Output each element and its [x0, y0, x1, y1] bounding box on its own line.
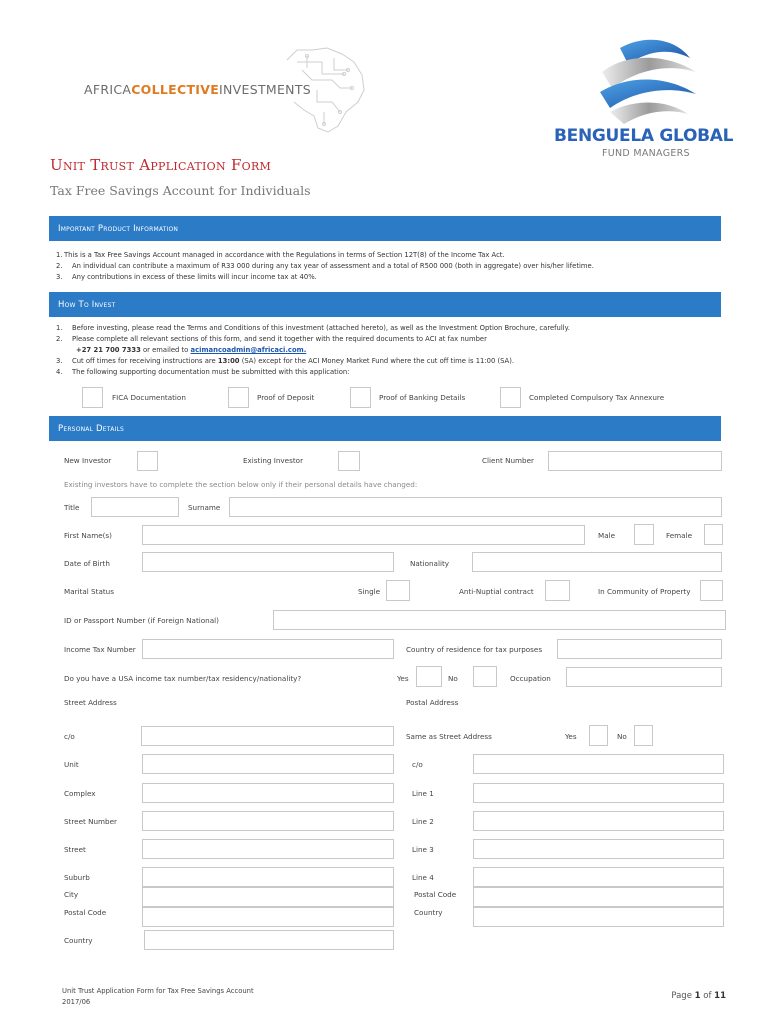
- page-subtitle: Tax Free Savings Account for Individuals: [50, 183, 311, 198]
- country-residence-field[interactable]: [557, 639, 722, 659]
- existing-investor-label: Existing Investor: [243, 456, 304, 465]
- same-as-street-label: Same as Street Address: [406, 732, 492, 741]
- aci-logo: [82, 40, 382, 140]
- id-passport-label: ID or Passport Number (if Foreign National): [64, 616, 219, 625]
- nationality-field[interactable]: [472, 552, 722, 572]
- client-number-label: Client Number: [482, 456, 534, 465]
- income-tax-field[interactable]: [142, 639, 394, 659]
- title-label: Title: [64, 503, 80, 512]
- postal-co-field[interactable]: [473, 754, 724, 774]
- client-number-field[interactable]: [548, 451, 722, 471]
- street-number-label: Street Number: [64, 817, 117, 826]
- usa-yes-checkbox[interactable]: [416, 666, 442, 687]
- postal-line2-label: Line 2: [412, 817, 434, 826]
- street-country-label: Country: [64, 936, 93, 945]
- nationality-label: Nationality: [410, 559, 450, 568]
- dob-label: Date of Birth: [64, 559, 110, 568]
- anti-nuptial-checkbox[interactable]: [545, 580, 570, 601]
- email-link[interactable]: acimancoadmin@africaci.com.: [190, 346, 307, 354]
- benguela-sphere-icon: [550, 30, 725, 130]
- invest-list: [56, 323, 716, 378]
- street-co-field[interactable]: [141, 726, 394, 746]
- postal-address-heading: Postal Address: [406, 698, 459, 707]
- page-title: Unit Trust Application Form: [50, 156, 272, 174]
- male-checkbox[interactable]: [634, 524, 654, 545]
- list-item: 4. The following supporting documentation must be submitted with this application:: [56, 368, 350, 376]
- occupation-field[interactable]: [566, 667, 722, 687]
- surname-field[interactable]: [229, 497, 722, 517]
- street-co-label: c/o: [64, 732, 75, 741]
- aci-logo-text: AFRICACOLLECTIVEINVESTMENTS: [84, 82, 312, 97]
- female-checkbox[interactable]: [704, 524, 723, 545]
- postal-line3-label: Line 3: [412, 845, 434, 854]
- benguela-logo: [550, 30, 734, 165]
- dob-field[interactable]: [142, 552, 394, 572]
- occupation-label: Occupation: [510, 674, 551, 683]
- list-item: 3. Cut off times for receiving instructions are 13:00 (SA) except for the ACI Money Market Fund where the cut off time is 11:00 (SA).: [56, 357, 515, 365]
- proof-banking-checkbox[interactable]: [350, 387, 371, 408]
- anti-nuptial-label: Anti-Nuptial contract: [459, 587, 534, 596]
- postal-co-label: c/o: [412, 760, 423, 769]
- proof-deposit-label: Proof of Deposit: [257, 393, 315, 402]
- street-country-field[interactable]: [144, 930, 394, 950]
- section-header-important: Important Product Information: [49, 216, 721, 241]
- title-field[interactable]: [91, 497, 179, 517]
- city-field[interactable]: [142, 887, 394, 907]
- benguela-subtitle: FUND MANAGERS: [602, 148, 690, 159]
- street-postal-code-field[interactable]: [142, 907, 394, 927]
- same-yes-label: Yes: [565, 732, 577, 741]
- suburb-field[interactable]: [142, 867, 394, 887]
- postal-line4-field[interactable]: [473, 867, 724, 887]
- footer-form-name: [62, 986, 254, 1008]
- postal-line1-label: Line 1: [412, 789, 434, 798]
- section-header-personal: Personal Details: [49, 416, 721, 441]
- list-item: 1. Before investing, please read the Terms and Conditions of this investment (attached hereto), as well as the Investment Option Brochure, carefully.: [56, 324, 570, 332]
- postal-line2-field[interactable]: [473, 811, 724, 831]
- complex-field[interactable]: [142, 783, 394, 803]
- country-residence-label: Country of residence for tax purposes: [406, 645, 543, 654]
- fax-number: +27 21 700 7333: [76, 346, 141, 354]
- in-community-checkbox[interactable]: [700, 580, 723, 601]
- same-yes-checkbox[interactable]: [589, 725, 608, 746]
- list-item: 2. An individual can contribute a maximum of R33 000 during any tax year of assessment and a total of R500 000 (both in aggregate) over his/her lifetime.: [56, 262, 594, 270]
- complex-label: Complex: [64, 789, 96, 798]
- important-list: [56, 250, 716, 283]
- footer-form-date: 2017/06: [62, 998, 91, 1006]
- street-address-heading: Street Address: [64, 698, 117, 707]
- marital-status-label: Marital Status: [64, 587, 114, 596]
- benguela-name: BENGUELA GLOBAL: [554, 126, 734, 146]
- city-label: City: [64, 890, 79, 899]
- same-no-checkbox[interactable]: [634, 725, 653, 746]
- male-label: Male: [598, 531, 616, 540]
- page-number: Page 1 of 11: [671, 991, 726, 1001]
- first-names-label: First Name(s): [64, 531, 112, 540]
- street-label: Street: [64, 845, 86, 854]
- postal-postal-code-field[interactable]: [473, 887, 724, 907]
- usa-yes-label: Yes: [397, 674, 409, 683]
- existing-investor-note: Existing investors have to complete the section below only if their personal details have changed:: [64, 480, 418, 489]
- existing-investor-checkbox[interactable]: [338, 451, 360, 471]
- footer-form-title: Unit Trust Application Form for Tax Free Savings Account: [62, 987, 254, 995]
- unit-field[interactable]: [142, 754, 394, 774]
- usa-question-label: Do you have a USA income tax number/tax residency/nationality?: [64, 674, 302, 683]
- surname-label: Surname: [188, 503, 221, 512]
- usa-no-checkbox[interactable]: [473, 666, 497, 687]
- usa-no-label: No: [448, 674, 458, 683]
- first-names-field[interactable]: [142, 525, 585, 545]
- fica-checkbox[interactable]: [82, 387, 103, 408]
- postal-country-label: Country: [414, 908, 443, 917]
- unit-label: Unit: [64, 760, 79, 769]
- single-checkbox[interactable]: [386, 580, 410, 601]
- fica-label: FICA Documentation: [112, 393, 186, 402]
- in-community-label: In Community of Property: [598, 587, 691, 596]
- new-investor-label: New Investor: [64, 456, 112, 465]
- proof-banking-label: Proof of Banking Details: [379, 393, 466, 402]
- new-investor-checkbox[interactable]: [137, 451, 158, 471]
- list-item-continuation: +27 21 700 7333 or emailed to acimancoadmin@africaci.com.: [76, 346, 307, 354]
- id-passport-field[interactable]: [273, 610, 726, 630]
- postal-postal-code-label: Postal Code: [414, 890, 457, 899]
- postal-line1-field[interactable]: [473, 783, 724, 803]
- tax-annexure-checkbox[interactable]: [500, 387, 521, 408]
- street-field[interactable]: [142, 839, 394, 859]
- suburb-label: Suburb: [64, 873, 90, 882]
- postal-line3-field[interactable]: [473, 839, 724, 859]
- single-label: Single: [358, 587, 381, 596]
- list-item: 2. Please complete all relevant sections of this form, and send it together with the required documents to ACI at fax number: [56, 335, 487, 343]
- list-item: 3. Any contributions in excess of these limits will incur income tax at 40%.: [56, 273, 317, 281]
- postal-line4-label: Line 4: [412, 873, 434, 882]
- postal-country-field[interactable]: [473, 907, 724, 927]
- proof-deposit-checkbox[interactable]: [228, 387, 249, 408]
- street-number-field[interactable]: [142, 811, 394, 831]
- tax-annexure-label: Completed Compulsory Tax Annexure: [529, 393, 665, 402]
- list-item: 1. This is a Tax Free Savings Account managed in accordance with the Regulations in terms of Section 12T(8) of the Income Tax Act.: [56, 251, 505, 259]
- income-tax-label: Income Tax Number: [64, 645, 136, 654]
- same-no-label: No: [617, 732, 627, 741]
- street-postal-code-label: Postal Code: [64, 908, 107, 917]
- section-header-invest: How To Invest: [49, 292, 721, 317]
- female-label: Female: [666, 531, 692, 540]
